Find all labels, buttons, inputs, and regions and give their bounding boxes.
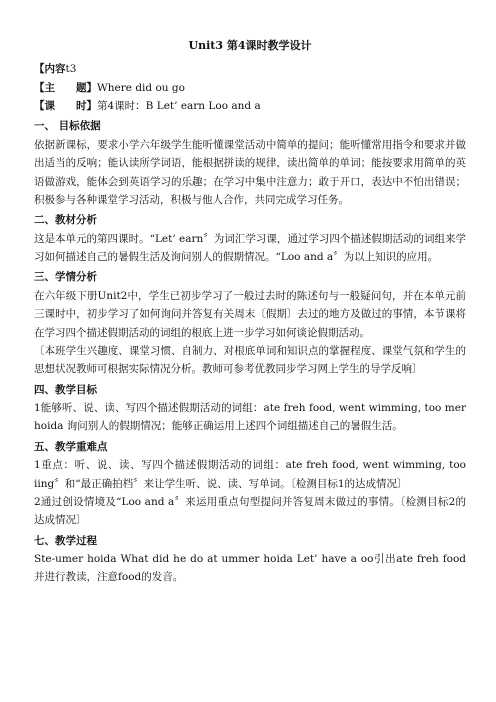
section-paragraph: 在六年级下册Unit2中，学生已初步学习了一般过去时的陈述句与一般疑问句，并在本单元前三课时中，初步学习了如何询问并答复有关周末〔假期〕去过的地方及做过的事情，本节课将在学习四个描述假期活动的词组的根底上进一步学习如何谈论假期活动。 xyxy=(34,289,466,339)
document-title: Unit3 第4课时教学设计 xyxy=(188,39,312,52)
section-heading: 七、教学过程 xyxy=(34,534,97,547)
meta-content-label: 【内容 xyxy=(34,63,66,76)
meta-theme-value: Where did ou go xyxy=(97,81,185,94)
meta-lesson-value: 第4课时：B Let’ earn Loo and a xyxy=(97,100,261,112)
section-heading: 五、教学重难点 xyxy=(34,440,108,453)
section-paragraph: 依据新课标，要求小学六年级学生能听懂课堂活动中简单的提问；能听懂常用指令和要求并做出适当的反响；能认读所学词语，能根据拼读的规律，读出简单的单词；能按要求用简单的英语做游戏，能体会到英语学习的乐趣；在学习中集中注意力；敢于开口，表达中不怕出错误；积极参与各种课堂学习活动，积极与他人合作，共同完成学习任务。 xyxy=(34,138,466,206)
section-paragraph: 1重点：听、说、读、写四个描述假期活动的词组：ate freh food, went wimming, too iing〞和“最正确拍档〞来让学生听、说、读、写单词。〔检测目标1的达成情况〕 xyxy=(34,459,466,490)
meta-theme xyxy=(34,79,466,97)
meta-theme-label: 【主 题】 xyxy=(34,81,97,94)
meta-content xyxy=(34,60,466,78)
section-paragraph: 2通过创设情境及“Loo and a〞来运用重点句型提问并答复周末做过的事情。〔检测目标2的达成情况〕 xyxy=(34,495,466,527)
section-heading: 三、学情分析 xyxy=(34,271,97,284)
section-heading: 一、 目标依据 xyxy=(34,120,101,133)
meta-lesson-label: 【课 时】 xyxy=(34,100,97,112)
section-paragraph: 这是本单元的第四课时。“Let’ earn〞为词汇学习课，通过学习四个描述假期活动的词组来学习如何描述自己的暑假生活及询问别人的假期情况。“Loo and a〞为以上知识的应用。 xyxy=(34,232,466,263)
section-heading: 四、教学目标 xyxy=(34,383,97,396)
section-heading: 二、教材分析 xyxy=(34,214,97,227)
meta-lesson xyxy=(34,97,466,115)
section-paragraph: Ste-umer hoida What did he do at ummer hoida Let’ have a oo引出ate freh food并进行教读，注意food的发音。 xyxy=(34,553,466,584)
meta-content-value: t3 xyxy=(65,63,77,76)
section-paragraph: 〔本班学生兴趣度、课堂习惯、自制力、对根底单词和知识点的掌握程度、课堂气氛和学生的思想状况教师可根据实际情况分析。教师可参考优教同步学习网上学生的导学反响〕 xyxy=(34,344,466,376)
section-paragraph: 1能够听、说、读、写四个描述假期活动的词组：ate freh food, went wimming, too mer hoida 询问别人的假期情况；能够正确运用上述四个词组描述自己的暑假生活。 xyxy=(34,402,466,433)
